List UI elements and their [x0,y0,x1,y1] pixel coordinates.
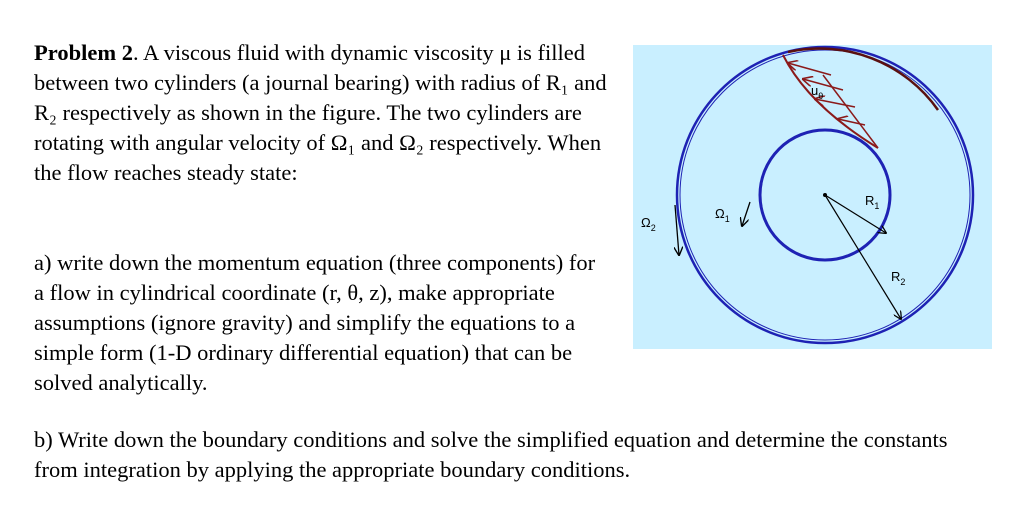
journal-bearing-figure [633,45,992,349]
omega2-label: $\Omega_2$ [641,215,656,233]
u-theta-label: $u_\theta$ [811,83,824,101]
r1-label: $R_1$ [865,193,880,211]
omega1-arrow [742,202,750,226]
problem-intro: . A viscous fluid with dynamic viscosity μ is filled between two cylinders (a journal bearing) with radius of R₁ and R₂ respectively as shown in the figure. The two cylinders are rotating with angular velocity of Ω₁ and Ω₂ respectively. When the flow reaches steady state: [34,40,607,185]
profile-radial-line [823,75,878,148]
velocity-arrow-2 [803,79,843,90]
problem-heading: Problem 2 [34,40,133,65]
part-a-question: a) write down the momentum equation (three components) for a flow in cylindrical coordinate (r, θ, z), make appropriate assumptions (ignore gravity) and simplify the equations to a simple form (1-D ordinary differential equation) that can be solved analytically. [34,250,596,395]
problem-statement [34,38,609,188]
omega1-label: $\Omega_1$ [715,206,730,224]
r2-line [825,195,901,319]
r2-label: $R_2$ [891,269,906,287]
part-b-question: b) Write down the boundary conditions and solve the simplified equation and determine the constants from integration by applying the appropriate boundary conditions. [34,427,948,482]
journal-bearing-diagram [633,45,992,349]
